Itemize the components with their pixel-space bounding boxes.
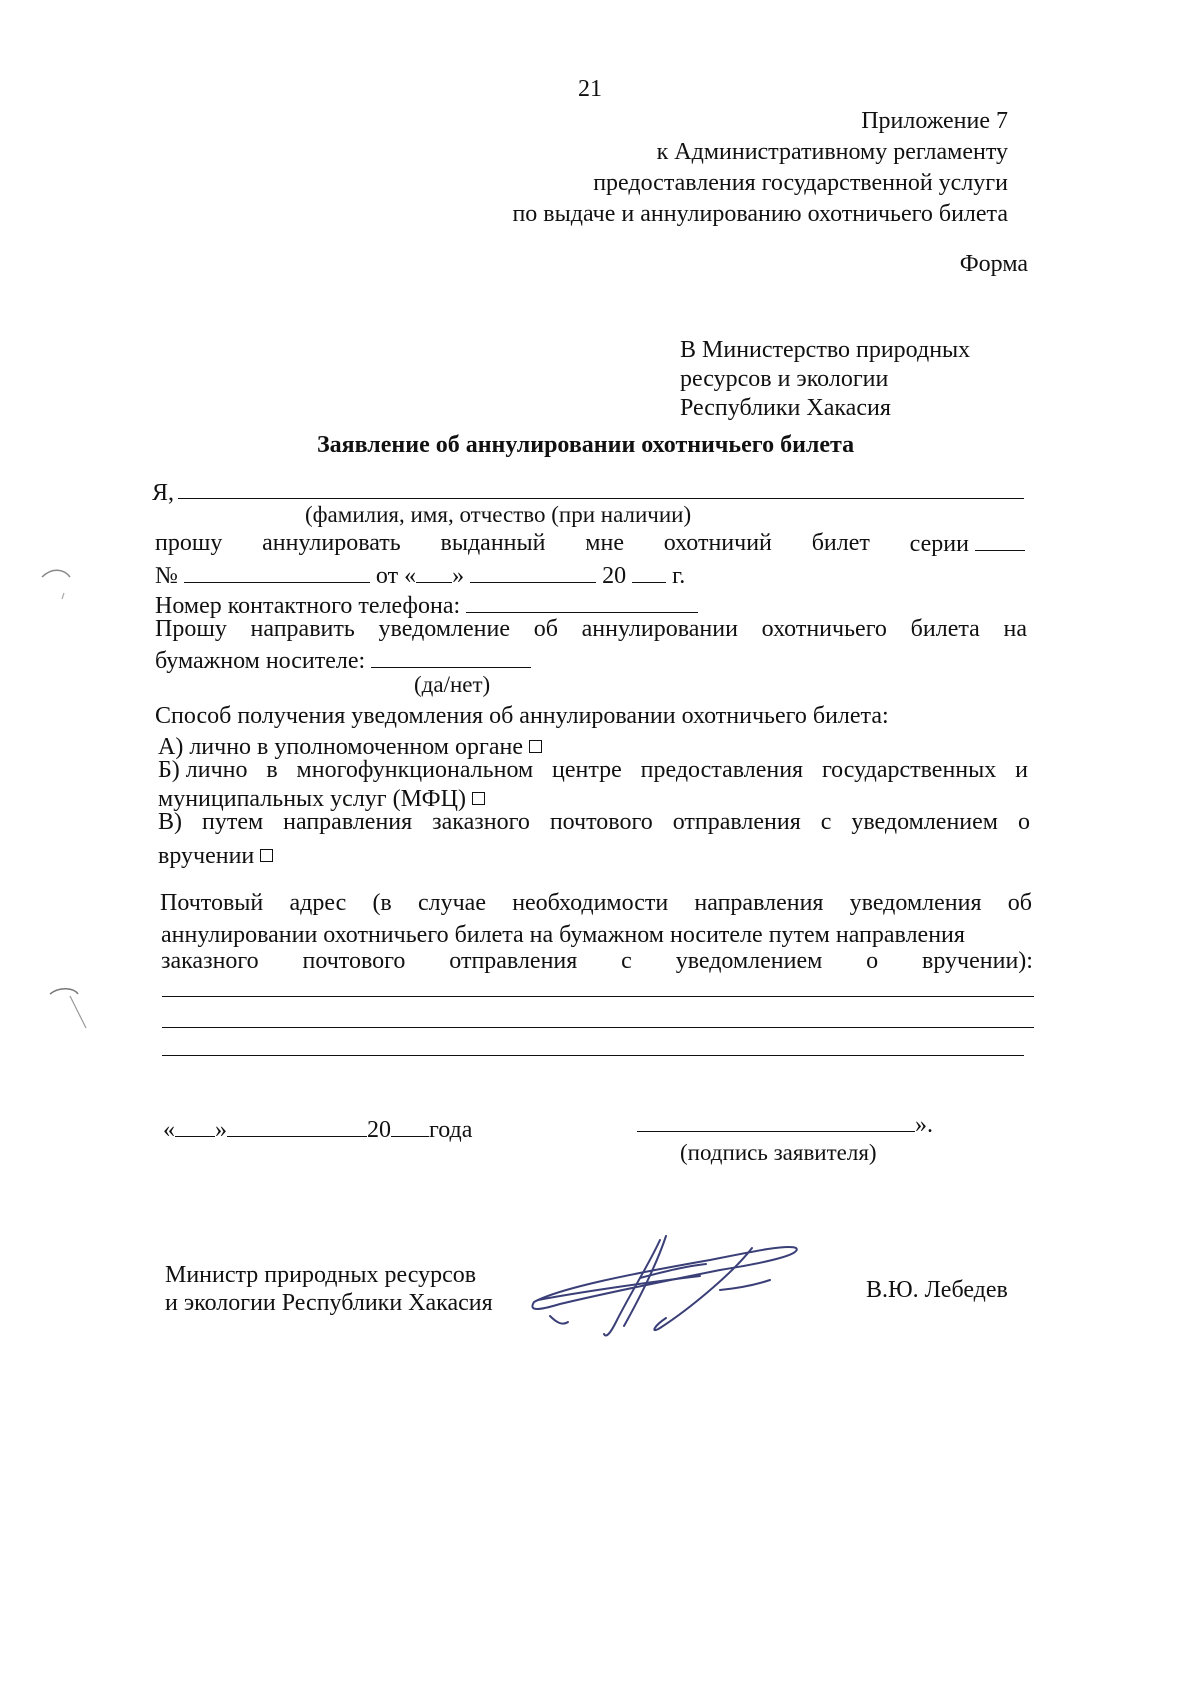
series-group xyxy=(910,530,1025,559)
postal-word: с xyxy=(621,948,632,974)
option-b-word: в xyxy=(266,757,278,783)
date-year-field[interactable] xyxy=(391,1116,429,1137)
yes-no-caption: (да/нет) xyxy=(414,672,491,697)
notify-word: охотничьего xyxy=(761,616,887,642)
addressee-line-1: В Министерство природных xyxy=(680,337,971,363)
notify-word: направить xyxy=(250,616,355,642)
request-word: прошу xyxy=(155,530,223,556)
signature-end-mark: ». xyxy=(915,1112,933,1138)
postal-word: уведомления xyxy=(849,890,982,916)
postal-address-line-2[interactable] xyxy=(162,1027,1034,1028)
year-prefix: 20 xyxy=(602,563,627,589)
request-word: билет xyxy=(811,530,870,556)
option-b-word: центре xyxy=(552,757,622,783)
paper-notice-field[interactable] xyxy=(371,647,531,668)
postal-word: об xyxy=(1007,890,1032,916)
service-subject-label: по выдаче и аннулированию охотничьего билета xyxy=(512,201,1008,227)
notify-word: об xyxy=(533,616,558,642)
scan-mark xyxy=(38,565,78,605)
date-year-prefix: 20 xyxy=(367,1117,391,1143)
addressee-line-2: ресурсов и экологии xyxy=(680,366,889,392)
request-word: мне xyxy=(585,530,624,556)
postal-word: отправления xyxy=(449,948,578,974)
minister-signature xyxy=(520,1230,810,1350)
option-c-line-1 xyxy=(158,809,1030,837)
date-month-field[interactable] xyxy=(227,1116,367,1137)
method-heading: Способ получения уведомления об аннулировании охотничьего билета: xyxy=(155,703,889,729)
request-word: аннулировать xyxy=(262,530,401,556)
option-b-word: и xyxy=(1015,757,1028,783)
option-a-checkbox[interactable] xyxy=(529,740,542,753)
notify-word: уведомление xyxy=(378,616,510,642)
option-c-word: В) xyxy=(158,809,182,835)
signature-strokes xyxy=(532,1236,796,1336)
postal-word: адрес xyxy=(289,890,347,916)
ticket-number-field[interactable] xyxy=(184,562,370,583)
option-c-word: почтового xyxy=(549,809,653,835)
series-label: серии xyxy=(909,531,969,557)
option-c-word: с xyxy=(820,809,832,835)
option-b-word: предоставления xyxy=(640,757,804,783)
appendix-label: Приложение 7 xyxy=(861,108,1008,134)
notify-word: билета xyxy=(910,616,980,642)
postal-word: необходимости xyxy=(512,890,669,916)
option-c-word: путем xyxy=(201,809,264,835)
document-title: Заявление об аннулировании охотничьего билета xyxy=(317,432,855,458)
notify-word: аннулировании xyxy=(581,616,738,642)
option-b-checkbox[interactable] xyxy=(472,792,485,805)
option-b-word: Б) лично xyxy=(158,757,248,783)
option-c-checkbox[interactable] xyxy=(260,849,273,862)
request-line xyxy=(155,530,1025,559)
issue-day-field[interactable] xyxy=(416,562,452,583)
signature-caption: (подпись заявителя) xyxy=(680,1140,877,1165)
date-day-field[interactable] xyxy=(175,1116,215,1137)
postal-word: (в xyxy=(372,890,392,916)
option-c-word: отправления xyxy=(672,809,801,835)
option-c-line-2 xyxy=(158,843,273,871)
postal-line-3 xyxy=(161,948,1033,976)
issue-month-field[interactable] xyxy=(470,562,596,583)
addressee-line-3: Республики Хакасия xyxy=(680,395,891,421)
postal-word: случае xyxy=(417,890,486,916)
notify-word: на xyxy=(1003,616,1027,642)
option-b-word: государственных xyxy=(821,757,997,783)
series-field[interactable] xyxy=(975,530,1025,551)
name-caption: (фамилия, имя, отчество (при наличии) xyxy=(305,502,692,527)
scan-mark-stroke xyxy=(42,570,70,577)
scan-mark xyxy=(46,982,96,1042)
number-label: № xyxy=(155,563,178,589)
scan-mark-stroke xyxy=(62,593,64,599)
postal-line-1 xyxy=(160,890,1032,918)
option-b-label: муниципальных услуг (МФЦ) xyxy=(158,786,466,812)
notify-line xyxy=(155,616,1027,644)
option-c-word: заказного xyxy=(432,809,530,835)
option-b-line-1 xyxy=(158,757,1028,785)
notify-word: Прошу xyxy=(155,616,227,642)
postal-word: о xyxy=(866,948,879,974)
postal-word: почтового xyxy=(302,948,406,974)
postal-word: уведомлением xyxy=(675,948,823,974)
quote-close: » xyxy=(452,563,465,589)
minister-name: В.Ю. Лебедев xyxy=(866,1277,1008,1303)
service-label: предоставления государственной услуги xyxy=(593,170,1008,196)
applicant-signature xyxy=(637,1111,933,1140)
scan-mark-stroke xyxy=(50,989,78,994)
option-c-label: вручении xyxy=(158,843,255,869)
postal-address-line-3[interactable] xyxy=(162,1055,1024,1056)
request-word: охотничий xyxy=(663,530,772,556)
date-open-quote: « xyxy=(163,1117,175,1143)
ticket-number-line xyxy=(155,562,685,591)
postal-line-2: аннулировании охотничьего билета на бумажном носителе путем направления xyxy=(161,922,965,948)
applicant-prefix: Я, xyxy=(152,480,175,506)
regulation-label: к Административному регламенту xyxy=(656,139,1008,165)
option-b-word: многофункциональном xyxy=(296,757,534,783)
postal-word: направления xyxy=(694,890,824,916)
minister-position-1: Министр природных ресурсов xyxy=(165,1262,477,1288)
option-c-word: о xyxy=(1017,809,1030,835)
applicant-signature-field[interactable] xyxy=(637,1111,915,1132)
postal-word: вручении): xyxy=(922,948,1033,974)
page-number: 21 xyxy=(578,76,602,102)
date-year-word: года xyxy=(429,1117,473,1143)
postal-word: Почтовый xyxy=(160,890,264,916)
year-suffix: г. xyxy=(672,563,686,589)
date-close-quote: » xyxy=(215,1117,227,1143)
phone-label: Номер контактного телефона: xyxy=(155,593,461,619)
minister-position-2: и экологии Республики Хакасия xyxy=(165,1290,493,1316)
phone-field[interactable] xyxy=(466,592,698,613)
application-date xyxy=(163,1116,472,1145)
option-a-label: А) лично в уполномоченном органе xyxy=(158,734,523,760)
applicant-name-line[interactable] xyxy=(178,498,1024,499)
form-label: Форма xyxy=(959,251,1028,277)
issue-year-field[interactable] xyxy=(632,562,666,583)
from-label: от « xyxy=(375,563,417,589)
option-c-word: направления xyxy=(283,809,413,835)
scan-mark-stroke xyxy=(70,996,86,1028)
postal-address-line-1[interactable] xyxy=(162,996,1034,997)
option-c-word: уведомлением xyxy=(851,809,998,835)
request-word: выданный xyxy=(440,530,546,556)
paper-label: бумажном носителе: xyxy=(155,648,366,674)
postal-word: заказного xyxy=(161,948,259,974)
